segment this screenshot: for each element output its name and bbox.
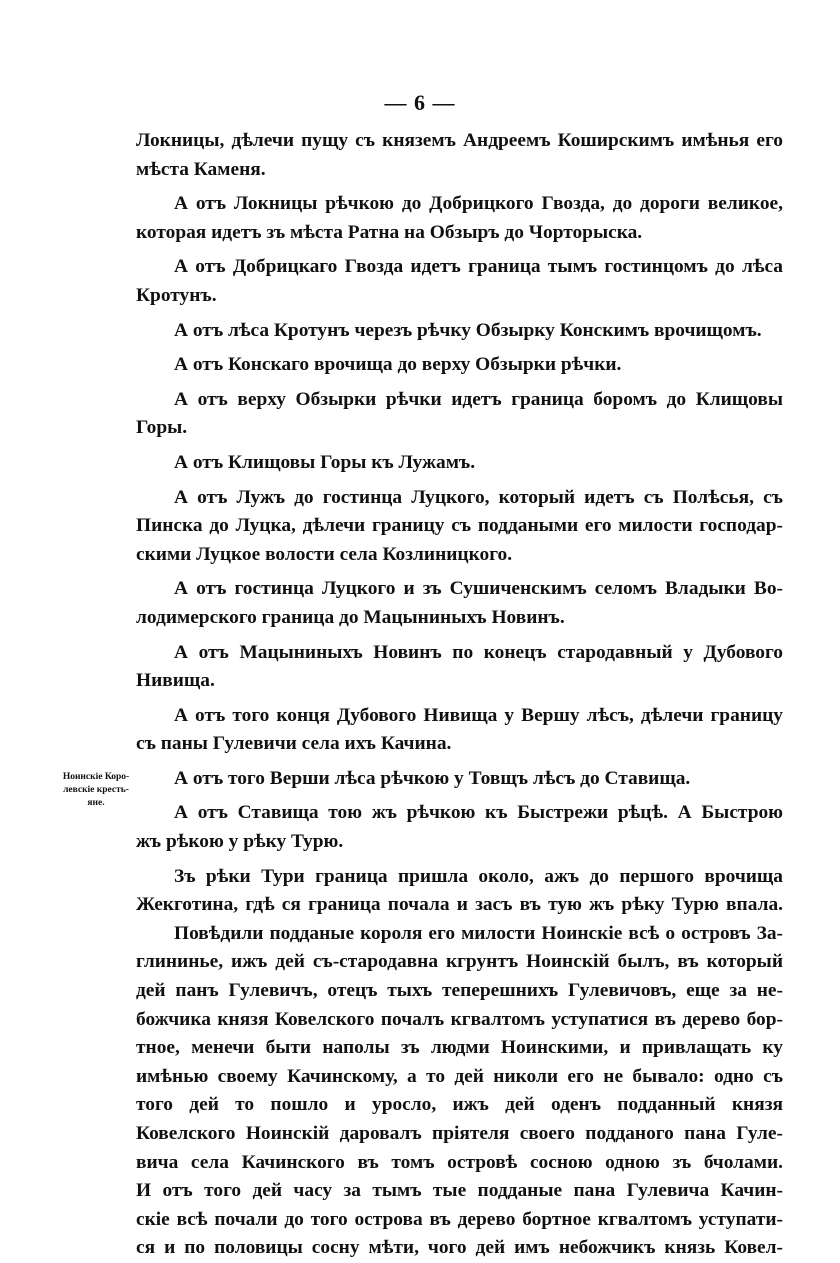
text-line: скіе всѣ почали до того острова въ дерево бортное кгвалтомъ уступати- (136, 1208, 783, 1230)
text-line: того дей то пошло и уросло, ижъ дей оденъ подданный князя (136, 1094, 783, 1116)
text-line: Горы. (136, 417, 188, 439)
text-line: А отъ верху Обзырки рѣчки идетъ граница боромъ до Клищовы (174, 388, 783, 410)
text-line: А отъ лѣса Кротунъ черезъ рѣчку Обзырку Конскимъ врочищомъ. (174, 319, 762, 341)
text-line: Зъ рѣки Тури граница пришла около, ажъ до першого врочища (174, 865, 783, 887)
text-line: имѣнью своему Качинскому, а то дей николи его не бывало: одно съ (136, 1065, 783, 1087)
text-line: И отъ того дей часу за тымъ тые подданые пана Гулевича Качин- (136, 1180, 783, 1202)
text-line: А отъ Конскаго врочища до верху Обзырки рѣчки. (174, 354, 622, 376)
text-line: которая идетъ зъ мѣста Ратна на Обзыръ до Чорторыска. (136, 221, 643, 243)
margin-note-line: левскіе кресть- (63, 785, 129, 795)
text-line: мѣста Каменя. (136, 158, 266, 180)
text-line: жъ рѣкою у рѣку Турю. (136, 831, 344, 853)
text-line: А отъ Локницы рѣчкою до Добрицкого Гвозда, до дороги великое, (174, 193, 783, 215)
text-line: Нивища. (136, 670, 215, 692)
text-line: А отъ того конця Дубового Нивища у Вершу лѣсъ, дѣлечи границу (174, 704, 783, 726)
text-line: Кротунъ. (136, 284, 217, 306)
text-line: Жекготина, гдѣ ся граница почала и засъ въ тую жъ рѣку Турю впала. (136, 894, 783, 916)
text-line: А отъ гостинца Луцкого и зъ Сушиченскимъ селомъ Владыки Во- (174, 578, 783, 600)
text-line: Пинска до Луцка, дѣлечи границу съ поддаными его милости господар- (136, 515, 783, 537)
text-line: А отъ Ставища тою жъ рѣчкою къ Быстрежи рѣцѣ. А Быстрою (174, 802, 783, 824)
text-line: глининье, ижъ дей съ-стародавна кгрунтъ Ноинскій былъ, въ который (136, 951, 783, 973)
text-line: вича села Качинского въ томъ островѣ сосною одною зъ бчолами. (136, 1151, 783, 1173)
text-line: тное, менечи быти наполы зъ людми Ноинскими, и привлащать ку (136, 1037, 783, 1059)
page-number: — 6 — (384, 90, 456, 115)
text-line: Повѣдили подданые короля его милости Ноинскіе всѣ о островъ За- (174, 922, 783, 944)
text-line: съ паны Гулевичи села ихъ Качина. (136, 733, 452, 755)
text-line: А отъ Добрицкаго Гвозда идетъ граница тымъ гостинцомъ до лѣса (174, 256, 783, 278)
margin-note-line: яне. (87, 798, 105, 808)
text-line: А отъ Мацыниныхъ Новинъ по конецъ стародавный у Дубового (174, 641, 783, 663)
text-line: дей панъ Гулевичъ, отецъ тыхъ теперешнихъ Гулевичовъ, еще за не- (136, 980, 783, 1002)
margin-note-line: Ноинскіе Коро- (62, 772, 130, 782)
text-line: ся и по половицы сосну мѣти, чого дей имъ небожчикъ князь Ковел- (136, 1237, 783, 1259)
text-line: скими Луцкое волости села Козлиницкого. (136, 543, 513, 565)
text-line: А отъ того Верши лѣса рѣчкою у Товщъ лѣсъ до Ставища. (174, 767, 691, 789)
margin-note (56, 771, 136, 810)
text-line: лодимерского граница до Мацыниныхъ Новинъ. (136, 606, 565, 628)
text-line: Ковелского Ноинскій даровалъ пріятеля своего подданого пана Гуле- (136, 1123, 783, 1144)
text-line: А отъ Клищовы Горы къ Лужамъ. (174, 451, 476, 473)
text-line: Локницы, дѣлечи пущу съ княземъ Андреемъ Коширскимъ имѣнья его (136, 130, 783, 151)
text-line: божчика князя Ковелского почалъ кгвалтомъ уступатися въ дерево бор- (136, 1008, 783, 1030)
body-text (136, 127, 783, 1263)
text-line: А отъ Лужъ до гостинца Луцкого, который идетъ съ Полѣсья, съ (174, 486, 783, 508)
